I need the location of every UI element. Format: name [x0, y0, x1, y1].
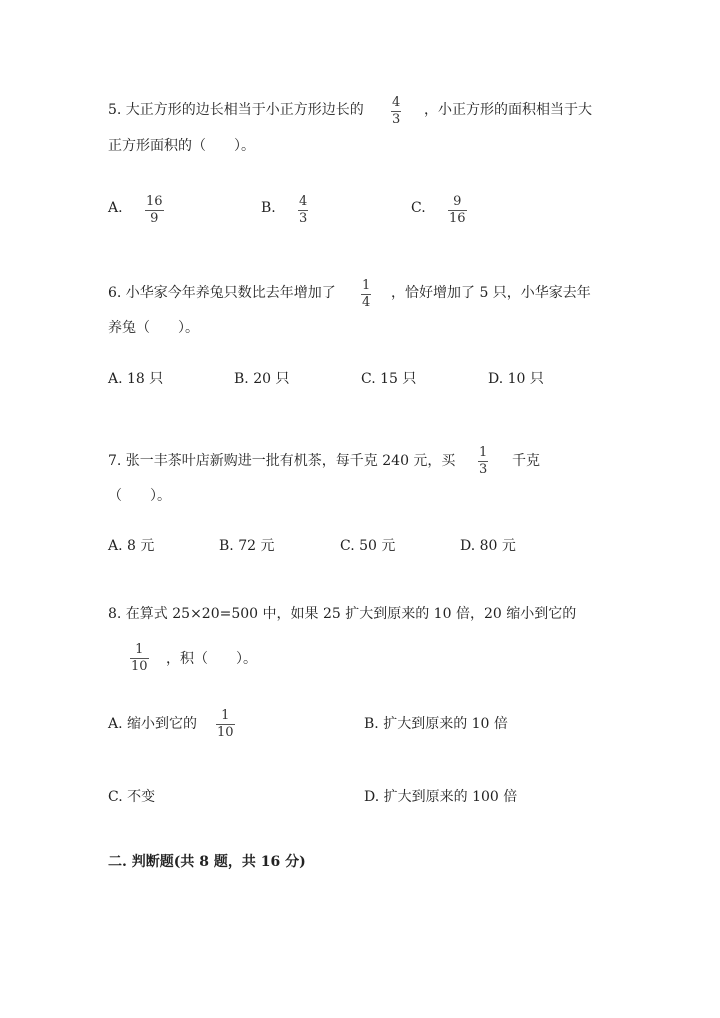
q8-stem-line2: ，积（ ）。 — [166, 651, 257, 667]
q8-option-d: D. 扩大到原来的 100 倍 — [364, 789, 518, 805]
q5-stem-fraction-denominator: 3 — [392, 112, 401, 127]
q6-stem-part2: ，恰好增加了 5 只，小华家去年 — [391, 285, 591, 301]
q8-option-a-numerator: 1 — [221, 708, 230, 723]
q5-option-c-numerator: 9 — [453, 194, 462, 209]
q5-option-a-numerator: 16 — [146, 194, 163, 209]
q7-stem-line2: （ ）。 — [108, 488, 171, 504]
q8-option-a-denominator: 10 — [217, 725, 234, 740]
q5-option-c-fraction — [448, 195, 467, 226]
q5-option-a-label: A. — [108, 200, 123, 216]
q6-option-d: D. 10 只 — [488, 371, 544, 387]
q5-option-b-denominator: 3 — [299, 211, 308, 226]
q7-option-b: B. 72 元 — [219, 538, 275, 554]
q6-stem-fraction-denominator: 4 — [362, 295, 371, 310]
q5-option-b-fraction — [298, 195, 308, 226]
q7-stem-fraction-numerator: 1 — [479, 445, 488, 460]
q6-stem-part1: 6. 小华家今年养兔只数比去年增加了 — [108, 285, 336, 301]
q5-option-c-label: C. — [411, 200, 426, 216]
q6-stem-line2: 养兔（ ）。 — [108, 320, 199, 336]
q8-stem-fraction-numerator: 1 — [135, 642, 144, 657]
q8-stem-fraction — [130, 643, 149, 674]
q5-option-a-denominator: 9 — [150, 211, 159, 226]
q8-option-b: B. 扩大到原来的 10 倍 — [364, 716, 508, 732]
q5-option-b-label: B. — [261, 200, 276, 216]
q6-option-b: B. 20 只 — [234, 371, 290, 387]
q6-option-c: C. 15 只 — [361, 371, 417, 387]
q5-stem-line2: 正方形面积的（ ）。 — [108, 138, 255, 154]
q7-option-d: D. 80 元 — [460, 538, 516, 554]
q5-option-a-fraction — [145, 195, 164, 226]
q7-stem-part2: 千克 — [512, 453, 540, 469]
q5-option-c-denominator: 16 — [449, 211, 466, 226]
q8-option-c: C. 不变 — [108, 789, 156, 805]
q8-stem-fraction-denominator: 10 — [131, 659, 148, 674]
q5-stem-part2: ，小正方形的面积相当于大 — [424, 102, 592, 118]
q8-stem-line1: 8. 在算式 25×20=500 中，如果 25 扩大到原来的 10 倍，20 缩小到它的 — [108, 606, 577, 622]
q5-stem-part1: 5. 大正方形的边长相当于小正方形边长的 — [108, 102, 364, 118]
q7-option-a: A. 8 元 — [108, 538, 155, 554]
q8-option-a-fraction — [216, 709, 235, 740]
section-heading: 二. 判断题(共 8 题，共 16 分) — [108, 854, 306, 870]
q7-stem-fraction-denominator: 3 — [479, 462, 488, 477]
q5-stem-fraction — [391, 96, 401, 127]
q8-option-a-text: A. 缩小到它的 — [108, 716, 198, 732]
q7-stem-part1: 7. 张一丰茶叶店新购进一批有机茶，每千克 240 元，买 — [108, 453, 456, 469]
q7-option-c: C. 50 元 — [340, 538, 396, 554]
q7-stem-fraction — [478, 446, 488, 477]
q6-stem-fraction — [361, 279, 371, 310]
q6-option-a: A. 18 只 — [108, 371, 164, 387]
q6-stem-fraction-numerator: 1 — [362, 278, 371, 293]
q5-option-b-numerator: 4 — [299, 194, 308, 209]
q5-stem-fraction-numerator: 4 — [392, 95, 401, 110]
